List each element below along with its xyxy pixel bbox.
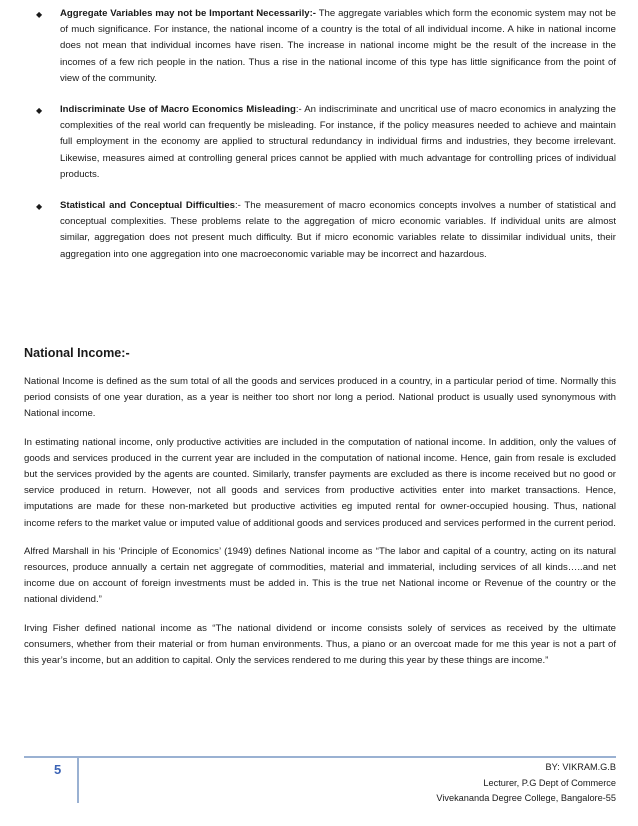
diamond-bullet-icon: ◆ [36, 10, 43, 19]
bullet-title: Statistical and Conceptual Difficulties [60, 200, 235, 212]
author-institution: Vivekananda Degree College, Bangalore-55 [436, 793, 616, 803]
bullet-item-statistical-difficulties [36, 198, 616, 263]
bullet-text: The aggregate variables which form the economic system may not be of much significance. For instance, the national income of a country is the total of all individual income. A hike in national income does not mean that individual incomes have risen. The increase in national income might be the result of the increase in the incomes of a few rich people in the nation. Thus a rise in the national income of this type has little significance from the point of view of the community. [60, 8, 616, 84]
bullet-item-aggregate-variables [36, 6, 616, 87]
diamond-bullet-icon: ◆ [36, 106, 43, 116]
bullet-title: Indiscriminate Use of Macro Economics Misleading [60, 104, 296, 116]
paragraph: National Income is defined as the sum total of all the goods and services produced in a country, in a particular period of time. Normally this period consists of one year duration, as a year is neither too short nor long a period. National product is usually used synonymous with National income. [24, 376, 616, 420]
bullet-body [60, 6, 616, 87]
author-block [436, 760, 616, 807]
author-position: Lecturer, P.G Dept of Commerce [483, 777, 616, 788]
bullet-text: :- An indiscriminate and uncritical use of macro economics in analyzing the complexities of the real world can frequently be misleading. For instance, if the policy measures needed to achieve and maintain full employment in the economy are applied to structural redundancy in individual firms and industries, they become irrelevant. Likewise, measures aimed at controlling general prices cannot be applied with much advantage for controlling prices of individual products. [60, 104, 617, 180]
bullet-text: :- The measurement of macro economics concepts involves a number of statistical and conceptual complexities. These problems relate to the aggregation of micro economic variables. If individual units are almost similar, aggregation does not present much difficulty. But if micro economic variables relate to dissimilar individual units, their aggregation into one aggregation into one macroeconomic variable may be incorrect and hazardous. [60, 200, 616, 260]
paragraph: Alfred Marshall in his ‘Principle of Economics’ (1949) defines National income as “The labor and capital of a country, acting on its natural resources, produce annually a certain net aggregate of commodities, material and immaterial, including services of all kinds…..and net income due on account of foreign investments must be added in. This is the true net National income or Revenue of the country or the national dividend.” [24, 545, 616, 606]
section-body [24, 374, 616, 681]
paragraph: Irving Fisher defined national income as “The national dividend or income consists solely of services as received by the ultimate consumers, whether from their material or from human environments. Thus, a piano or an overcoat made for me this year is not a part of this year’s income, but an addition to capital. Only the services rendered to me during this year by these things are income.” [24, 622, 616, 667]
bullet-body [60, 102, 616, 183]
bullet-item-indiscriminate-use [36, 102, 616, 183]
page-number: 5 [54, 762, 62, 777]
paragraph: In estimating national income, only productive activities are included in the computation of national income. In addition, only the values of goods and services produced in the current year are included in the computation of national income. Hence, gain from resale is excluded but the services provided by the agents are counted. Similarly, transfer payments are excluded as there is income received but no good or service produced in return. However, not all goods and services from productive activities enter into market transactions. Hence, imputations are made for these non-marketed but productive activities eg imputed rental for owner-occupied housing. Thus, national income refers to the market value or imputed value of additional goods and services produced and services performed in the current period. [24, 436, 616, 529]
diamond-bullet-icon: ◆ [36, 202, 43, 212]
bullet-list [36, 6, 616, 278]
footer-vertical-divider [77, 758, 79, 803]
footer-divider [24, 756, 616, 758]
author-name: BY: VIKRAM.G.B [545, 762, 616, 772]
section-heading: National Income:- [24, 346, 130, 360]
bullet-title: Aggregate Variables may not be Important Necessarily:- [60, 8, 316, 19]
bullet-body [60, 198, 616, 263]
